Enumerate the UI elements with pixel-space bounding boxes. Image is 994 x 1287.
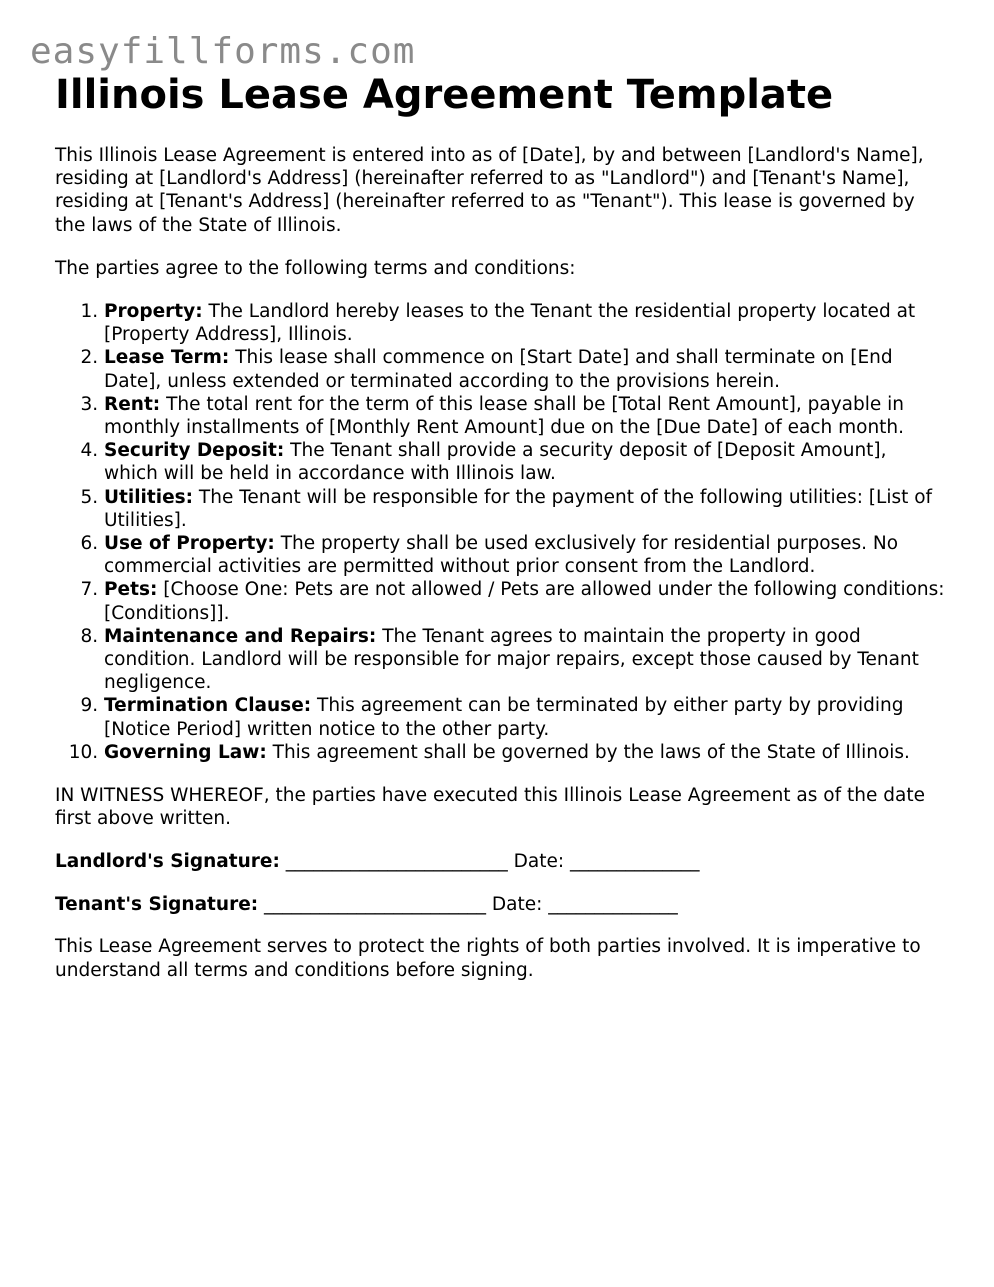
term-text: The total rent for the term of this lease shall be [Total Rent Amount], payable in monthly installments of [Monthly Rent Amount] due on the [Due Date] of each month. <box>104 393 905 439</box>
landlord-signature-label: Landlord's Signature: <box>55 850 280 872</box>
tenant-signature-line <box>55 893 945 916</box>
term-title: Termination Clause: <box>104 695 312 717</box>
document-page <box>55 70 945 982</box>
term-item <box>104 439 945 485</box>
landlord-signature-blank: ________________________ <box>279 850 514 872</box>
landlord-date-blank: ______________ <box>564 850 700 872</box>
term-text: The Tenant shall provide a security deposit of [Deposit Amount], which will be held in accordance with Illinois law. <box>104 440 887 485</box>
term-text: This agreement can be terminated by either party by providing [Notice Period] written notice to the other party. <box>104 695 904 740</box>
term-title: Maintenance and Repairs: <box>104 625 377 647</box>
term-item <box>104 532 945 578</box>
term-item <box>104 393 945 439</box>
tenant-date-label: Date: <box>491 893 543 915</box>
term-text: The property shall be used exclusively for residential purposes. No commercial activities are permitted without prior consent from the Landlord. <box>104 533 899 578</box>
landlord-date-label: Date: <box>513 850 565 872</box>
term-title: Governing Law: <box>104 741 267 763</box>
term-title: Property: <box>104 301 203 323</box>
term-title: Rent: <box>104 393 161 415</box>
tenant-signature-blank: ________________________ <box>258 893 492 915</box>
term-text: The Tenant will be responsible for the payment of the following utilities: [List of Utilities]. <box>104 486 933 531</box>
term-title: Use of Property: <box>104 533 275 555</box>
term-item <box>104 741 945 764</box>
term-text: The Landlord hereby leases to the Tenant the residential property located at [Property Address], Illinois. <box>104 301 916 346</box>
term-title: Pets: <box>104 579 158 601</box>
terms-list <box>55 300 945 764</box>
term-title: Security Deposit: <box>104 440 285 462</box>
term-text: This agreement shall be governed by the laws of the State of Illinois. <box>266 741 910 763</box>
tenant-date-blank: ______________ <box>542 893 678 915</box>
term-text: [Choose One: Pets are not allowed / Pets are allowed under the following conditions: [Conditions]]. <box>104 579 945 624</box>
term-text: This lease shall commence on [Start Date] and shall terminate on [End Date], unless extended or terminated according to the provisions herein. <box>104 347 893 392</box>
term-item <box>104 694 945 740</box>
closing-paragraph: This Lease Agreement serves to protect the rights of both parties involved. It is imperative to understand all terms and conditions before signing. <box>55 936 921 981</box>
term-item <box>104 625 945 695</box>
document-title: Illinois Lease Agreement Template <box>55 72 834 118</box>
agree-paragraph: The parties agree to the following terms and conditions: <box>55 257 576 279</box>
term-item <box>104 486 945 532</box>
term-item <box>104 578 945 624</box>
witness-paragraph: IN WITNESS WHEREOF, the parties have executed this Illinois Lease Agreement as of the date first above written. <box>55 785 925 830</box>
intro-paragraph: This Illinois Lease Agreement is entered into as of [Date], by and between [Landlord's Name], residing at [Landlord's Address] (hereinafter referred to as "Landlord") and [Tenant's Name], residing at [Tenant's Address] (hereinafter referred to as "Tenant"). This lease is governed by the laws of the State of Illinois. <box>55 145 924 236</box>
tenant-signature-label: Tenant's Signature: <box>55 893 259 915</box>
site-watermark: easyfillforms.com <box>30 31 416 72</box>
term-item <box>104 346 945 392</box>
term-item <box>104 300 945 346</box>
landlord-signature-line <box>55 850 945 873</box>
term-text: The Tenant agrees to maintain the property in good condition. Landlord will be responsible for major repairs, except those caused by Tenant negligence. <box>104 625 919 694</box>
term-title: Lease Term: <box>104 347 230 369</box>
term-title: Utilities: <box>104 486 194 508</box>
